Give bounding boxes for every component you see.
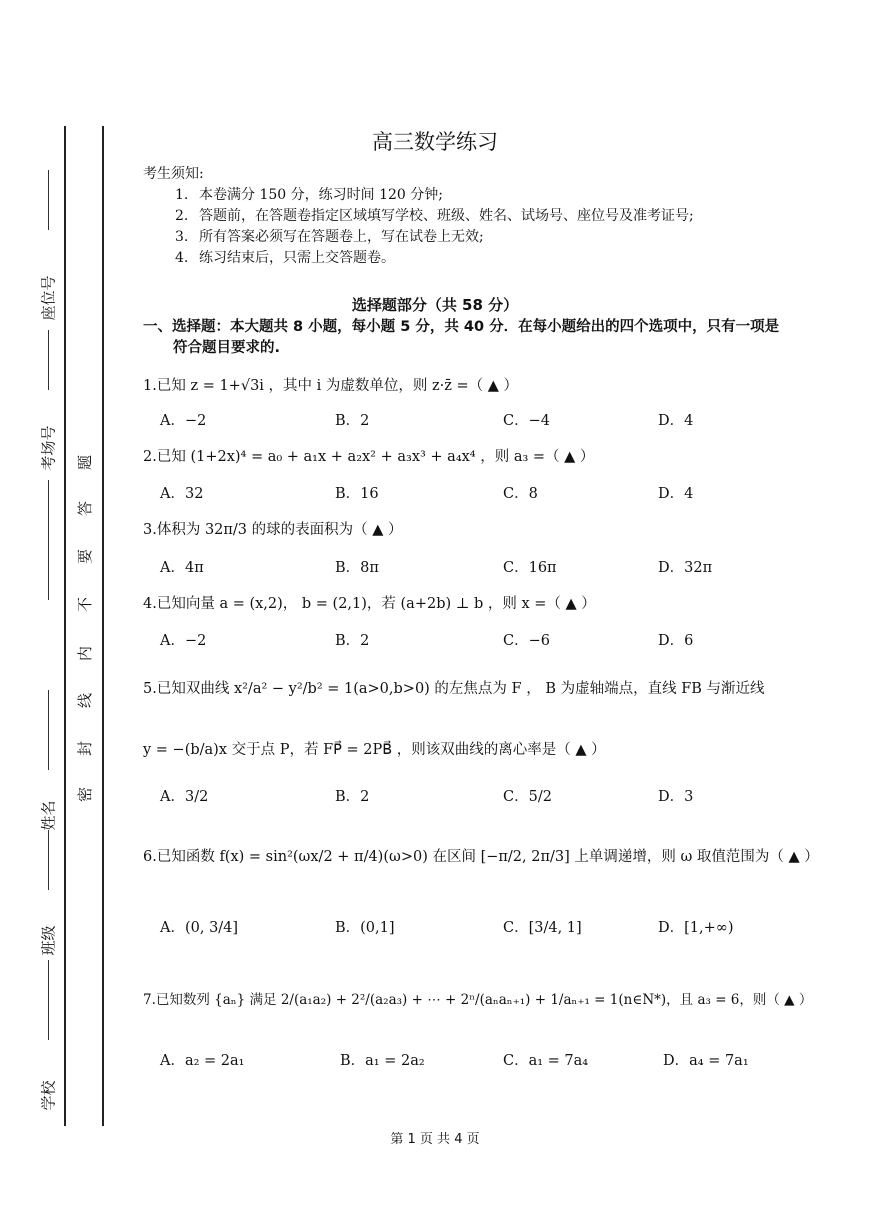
question-5: 5.已知双曲线 x²/a² − y²/b² = 1(a>0,b>0) 的左焦点为 F ， B 为虚轴端点，直线 FB 与渐近线: [143, 681, 765, 697]
option-d: D．4: [658, 413, 694, 429]
question-1: 1.已知 z = 1+√3i ，其中 i 为虚数单位，则 z·z̄ =（ ▲ ）: [143, 378, 519, 394]
note-item: 1. 本卷满分 150 分，练习时间 120 分钟;: [175, 187, 443, 203]
option-b: B．16: [335, 486, 379, 502]
name-label: 姓名: [39, 800, 58, 831]
option-c: C．−4: [503, 413, 550, 429]
seal-char-1: 题: [76, 454, 95, 471]
section-instructions: 一、选择题：本大题共 8 小题，每小题 5 分，共 40 分．在每小题给出的四个选项中，只有一项是 符合题目要求的.: [143, 319, 780, 356]
option-d: D．[1,+∞): [658, 920, 734, 936]
option-d: D．4: [658, 486, 694, 502]
option-d: D．6: [658, 633, 694, 649]
option-d: D．a₄ = 7a₁: [663, 1053, 749, 1069]
option-c: C．a₁ = 7a₄: [503, 1053, 589, 1069]
option-c: C．16π: [503, 560, 557, 576]
question-4: 4.已知向量 a = (x,2)， b = (2,1)，若 (a+2b) ⊥ b ，则 x =（ ▲ ）: [143, 596, 596, 612]
option-b: B．2: [335, 413, 370, 429]
school-underline: [48, 960, 49, 1040]
question-3: 3.体积为 32π/3 的球的表面积为（ ▲ ）: [143, 522, 403, 538]
option-b: B．(0,1]: [335, 920, 395, 936]
option-b: B．2: [335, 633, 370, 649]
seal-char-5: 内: [76, 645, 95, 662]
seal-char-6: 线: [76, 692, 95, 709]
option-b: B．8π: [335, 560, 379, 576]
note-item: 2. 答题前，在答题卷指定区域填写学校、班级、姓名、试场号、座位号及准考证号;: [175, 208, 694, 224]
option-a: A．(0, 3/4]: [160, 920, 239, 936]
option-c: C．5/2: [503, 789, 552, 805]
seal-char-8: 密: [76, 786, 95, 803]
school-label: 学校: [39, 1080, 58, 1111]
option-a: A．a₂ = 2a₁: [160, 1053, 245, 1069]
class-underline: [48, 830, 49, 890]
room-underline: [48, 330, 49, 390]
question-5-line-2: y = −(b/a)x 交于点 P，若 FP⃗ = 2PB⃗ ，则该双曲线的离心率是（ ▲ ）: [143, 742, 606, 758]
option-b: B．a₁ = 2a₂: [340, 1053, 425, 1069]
option-a: A．32: [160, 486, 204, 502]
seal-char-7: 封: [76, 740, 95, 757]
option-c: C．−6: [503, 633, 550, 649]
notes-heading: 考生须知:: [143, 166, 204, 182]
option-a: A．−2: [160, 413, 207, 429]
name-underline: [48, 690, 49, 770]
seal-char-2: 答: [76, 500, 95, 517]
margin-line-inner: [102, 126, 104, 1126]
option-b: B．2: [335, 789, 370, 805]
question-7: 7.已知数列 {aₙ} 满足 2/(a₁a₂) + 2²/(a₂a₃) + ⋯ + 2ⁿ/(aₙaₙ₊₁) + 1/aₙ₊₁ = 1(n∈N*)，且 a₃ = 6，则（ ▲ ）: [143, 992, 813, 1008]
seat-underline: [48, 170, 49, 230]
option-c: C．[3/4, 1]: [503, 920, 582, 936]
notes-list: [175, 185, 694, 269]
room-label: 考场号: [39, 425, 58, 471]
option-a: A．3/2: [160, 789, 209, 805]
section-title: 选择题部分（共 58 分）: [351, 296, 519, 314]
seat-label: 座位号: [39, 275, 58, 321]
option-a: A．4π: [160, 560, 204, 576]
question-6: 6.已知函数 f(x) = sin²(ωx/2 + π/4)(ω>0) 在区间 [−π/2, 2π/3] 上单调递增，则 ω 取值范围为（ ▲ ）: [143, 849, 819, 865]
note-item: 3. 所有答案必须写在答题卷上，写在试卷上无效;: [175, 229, 484, 245]
option-a: A．−2: [160, 633, 207, 649]
margin-line-outer: [64, 126, 66, 1126]
option-d: D．32π: [658, 560, 713, 576]
seal-char-3: 要: [76, 548, 95, 565]
note-item: 4. 练习结束后，只需上交答题卷。: [175, 250, 395, 266]
page-footer: 第 1 页 共 4 页: [390, 1132, 480, 1147]
class-label: 班级: [39, 925, 58, 956]
seal-char-4: 不: [76, 596, 95, 613]
question-2: 2.已知 (1+2x)⁴ = a₀ + a₁x + a₂x² + a₃x³ + a₄x⁴ ，则 a₃ =（ ▲ ）: [143, 449, 595, 465]
page-title: 高三数学练习: [372, 130, 498, 154]
room-underline-2: [48, 480, 49, 600]
option-c: C．8: [503, 486, 538, 502]
option-d: D．3: [658, 789, 694, 805]
